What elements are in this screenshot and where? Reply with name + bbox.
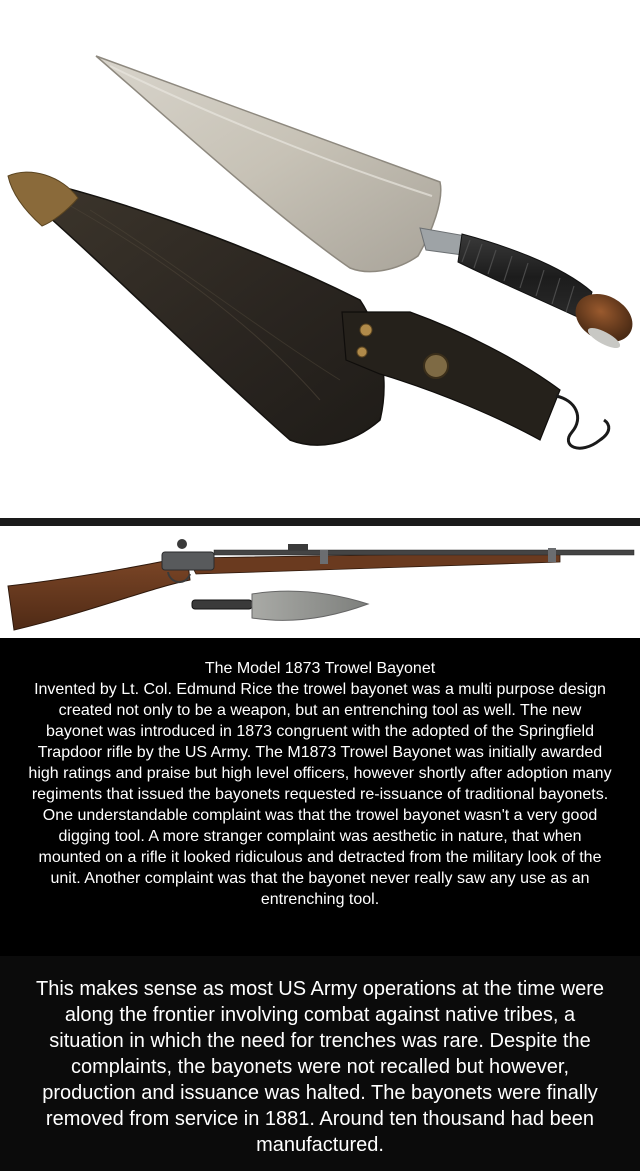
footer-text: This makes sense as most US Army operations at the time were along the frontier involving combat against native tribes, a situation in which the need for trenches was rare. Despite the complaints, the bayonets were not recalled but however, production and issuance was halted. The bayonets were finally removed from service in 1881. Around ten thousand had been manufactured. xyxy=(0,956,640,1171)
image-divider xyxy=(0,518,640,526)
detached-trowel-bayonet xyxy=(192,591,368,620)
belt-hook xyxy=(556,396,609,448)
bayonet-handle xyxy=(458,234,640,352)
bayonet-and-scabbard-illustration xyxy=(0,0,640,518)
rifle-photo xyxy=(0,526,640,638)
rifle-and-bayonet-illustration xyxy=(0,526,640,638)
bayonet-photo xyxy=(0,0,640,518)
caption-title: The Model 1873 Trowel Bayonet xyxy=(204,660,436,677)
caption-block xyxy=(0,638,640,956)
caption-body: Invented by Lt. Col. Edmund Rice the trowel bayonet was a multi purpose design created not only to be a weapon, but an entrenching tool as well. The new bayonet was introduced in 1873 congruent with the adopted of the Springfield Trapdoor rifle by the US Army. The M1873 Trowel Bayonet was initially awarded high ratings and praise but high level officers, however shortly after adoption many regiments that issued the bayonets requested re-issuance of traditional bayonets. One understandable complaint was that the trowel bayonet wasn't a very good digging tool. A more stranger complaint was aesthetic in nature, that when mounted on a rifle it looked ridiculous and detracted from the military look of the unit. Another complaint was that the bayonet never really saw any use as an entrenching tool. xyxy=(28,681,612,908)
